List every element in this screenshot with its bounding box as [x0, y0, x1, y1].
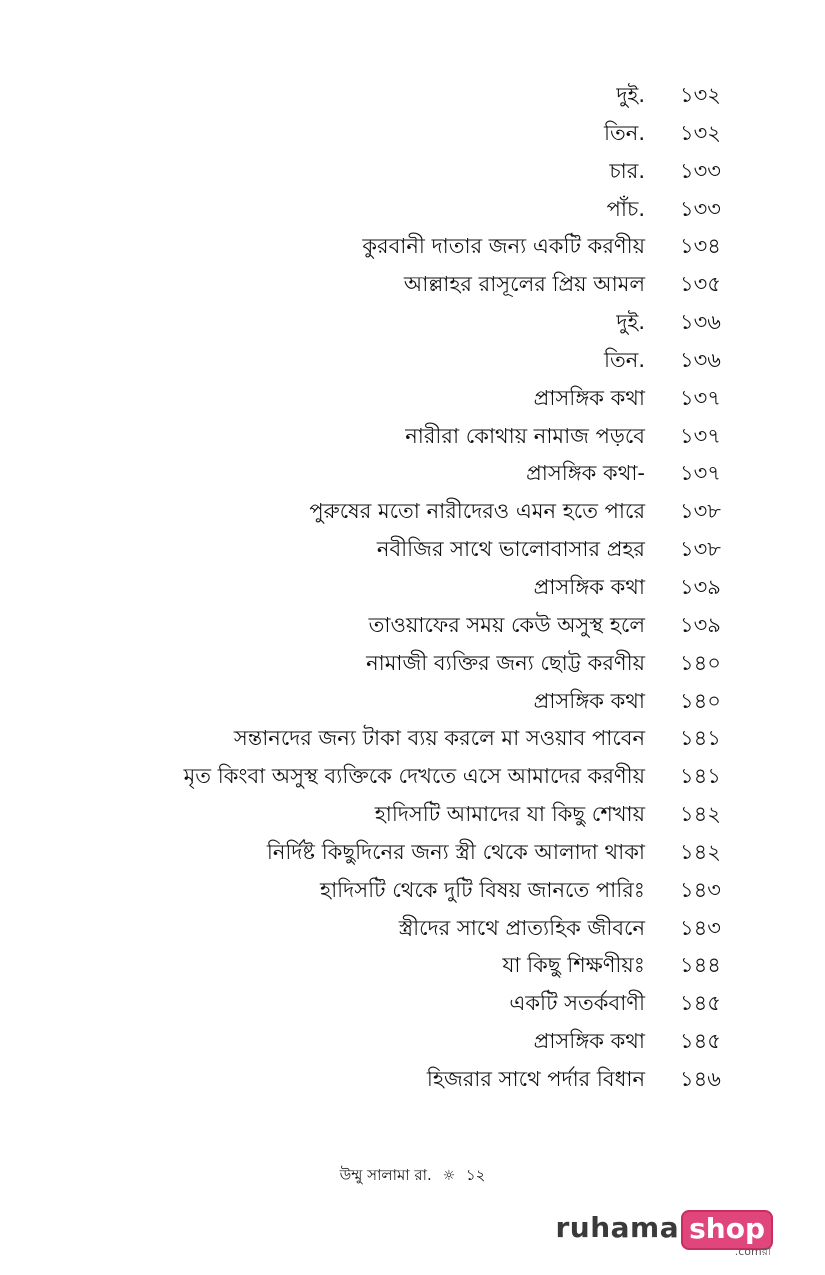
toc-entry-title: প্রাসঙ্গিক কথা: [533, 385, 645, 410]
toc-entry-title: প্রাসঙ্গিক কথা: [533, 688, 645, 713]
toc-row: [0, 303, 825, 341]
toc-entry-title: দুই.: [616, 83, 645, 107]
logo-domain: .comরা: [734, 1245, 771, 1258]
ruhamashop-logo: [555, 1210, 773, 1258]
toc-entry-title: হিজরার সাথে পর্দার বিধান: [426, 1066, 645, 1091]
toc-row: [0, 757, 825, 795]
toc-entry-page: ১৩৬: [680, 347, 721, 372]
toc-entry-page: ১৪০: [680, 688, 721, 713]
toc-entry-page: ১৪১: [680, 764, 721, 789]
toc-entry-page: ১৩৩: [680, 196, 721, 221]
toc-entry-page: ১৩৯: [680, 612, 721, 637]
toc-row: [0, 492, 825, 530]
logo-badge-box: [681, 1210, 773, 1258]
toc-entry-title: সন্তানদের জন্য টাকা ব্যয় করলে মা সওয়াব পাবেন: [233, 726, 645, 751]
toc-entry-page: ১৩৪: [680, 234, 721, 259]
toc-row: [0, 76, 825, 114]
toc-row: [0, 984, 825, 1022]
toc-entry-title: প্রাসঙ্গিক কথা: [533, 1029, 645, 1054]
logo-badge: shop: [681, 1210, 773, 1250]
toc-row: [0, 265, 825, 303]
toc-row: [0, 417, 825, 455]
footer-book-title: উম্মু সালামা রা.: [339, 1166, 432, 1184]
toc-entry-title: কুরবানী দাতার জন্য একটি করণীয়: [362, 234, 645, 259]
toc-entry-title: দুই.: [616, 310, 645, 335]
toc-entry-page: ১৩৭: [680, 461, 721, 486]
toc-entry-title: তিন.: [604, 120, 645, 145]
toc-row: [0, 379, 825, 417]
page-footer: [0, 1163, 825, 1188]
toc-entry-title: পুরুষের মতো নারীদেরও এমন হতে পারে: [309, 499, 645, 524]
toc-row: [0, 152, 825, 190]
toc-row: [0, 1060, 825, 1098]
toc-row: [0, 114, 825, 152]
toc-entry-title: যা কিছু শিক্ষণীয়ঃ: [502, 953, 645, 978]
toc-entry-page: ১৪০: [680, 650, 721, 675]
toc-row: [0, 1022, 825, 1060]
toc-entry-page: ১৪৬: [680, 1066, 721, 1091]
toc-row: [0, 568, 825, 606]
toc-entry-title: হাদিসটি থেকে দুটি বিষয় জানতে পারিঃ: [320, 877, 645, 902]
toc-entry-title: আল্লাহর রাসূলের প্রিয় আমল: [403, 272, 645, 297]
footer-page-number: ১২: [465, 1166, 486, 1184]
toc-entry-page: ১৩২: [680, 83, 721, 107]
toc-entry-page: ১৩৮: [680, 499, 721, 524]
toc-entry-page: ১৪৫: [680, 1029, 721, 1054]
toc-row: [0, 530, 825, 568]
toc-row: [0, 606, 825, 644]
toc-entry-title: নবীজির সাথে ভালোবাসার প্রহর: [376, 537, 645, 562]
toc-row: [0, 341, 825, 379]
toc-entry-page: ১৩৮: [680, 537, 721, 562]
toc-entry-title: তাওয়াফের সময় কেউ অসুস্থ হলে: [368, 612, 645, 637]
toc-row: [0, 719, 825, 757]
toc-entry-title: তিন.: [604, 347, 645, 372]
toc-entry-title: প্রাসঙ্গিক কথা: [533, 574, 645, 599]
toc-entry-page: ১৪২: [680, 839, 721, 864]
toc-entry-page: ১৪৪: [680, 953, 721, 978]
toc-entry-title: পাঁচ.: [606, 196, 645, 221]
toc-row: [0, 227, 825, 265]
toc-row: [0, 871, 825, 909]
toc-row: [0, 190, 825, 228]
toc-entry-title: চার.: [609, 158, 645, 183]
toc-entry-page: ১৩৫: [680, 272, 721, 297]
toc-entry-page: ১৩৯: [680, 574, 721, 599]
toc-entry-page: ১৩৭: [680, 385, 721, 410]
toc-entry-page: ১৪১: [680, 726, 721, 751]
toc-entry-page: ১৪৩: [680, 877, 721, 902]
toc-row: [0, 946, 825, 984]
toc-entry-title: স্ত্রীদের সাথে প্রাত্যহিক জীবনে: [398, 915, 645, 940]
logo-word: ruhama: [555, 1211, 680, 1244]
toc-row: [0, 644, 825, 682]
toc-entry-title: নারীরা কোথায় নামাজ পড়বে: [405, 423, 645, 448]
toc-entry-title: একটি সতর্কবাণী: [509, 991, 645, 1016]
toc-entry-title: নামাজী ব্যক্তির জন্য ছোট্ট করণীয়: [366, 650, 645, 675]
toc-entry-title: মৃত কিংবা অসুস্থ ব্যক্তিকে দেখতে এসে আমাদের করণীয়: [183, 764, 645, 789]
toc-entry-page: ১৩২: [680, 120, 721, 145]
table-of-contents: [0, 76, 825, 1098]
toc-entry-page: ১৪৩: [680, 915, 721, 940]
toc-entry-title: প্রাসঙ্গিক কথা-: [526, 461, 645, 486]
toc-entry-page: ১৩৭: [680, 423, 721, 448]
toc-entry-page: ১৪২: [680, 802, 721, 827]
toc-entry-title: হাদিসটি আমাদের যা কিছু শেখায়: [374, 802, 645, 827]
toc-row: [0, 909, 825, 947]
sun-ornament-icon: ☼: [442, 1168, 456, 1184]
toc-entry-page: ১৪৫: [680, 991, 721, 1016]
toc-entry-page: ১৩৬: [680, 310, 721, 335]
toc-row: [0, 833, 825, 871]
toc-row: [0, 682, 825, 720]
toc-entry-page: ১৩৩: [680, 158, 721, 183]
toc-row: [0, 795, 825, 833]
toc-row: [0, 454, 825, 492]
toc-entry-title: নির্দিষ্ট কিছুদিনের জন্য স্ত্রী থেকে আলাদা থাকা: [266, 839, 645, 864]
